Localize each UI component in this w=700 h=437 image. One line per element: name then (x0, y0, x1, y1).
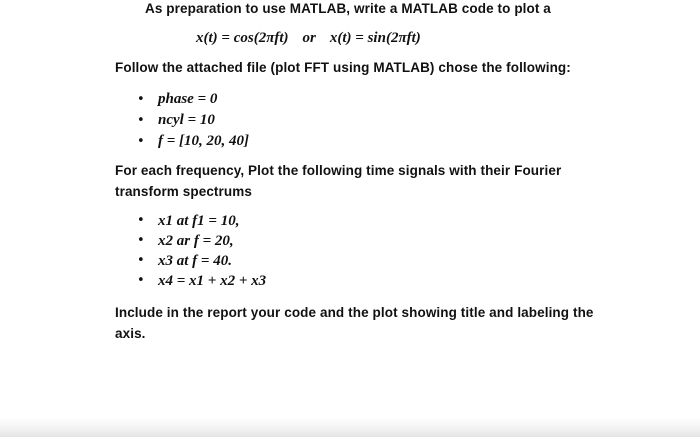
bullet-icon: • (137, 92, 145, 107)
parameter-frequencies: f = [10, 20, 40] (158, 133, 250, 149)
bullet-icon: • (137, 253, 145, 268)
cos-formula: x(t) = cos(2πft) (196, 30, 289, 46)
bottom-edge-shadow (0, 417, 700, 437)
bullet-icon: • (137, 113, 145, 128)
bullet-icon: • (137, 134, 145, 149)
signal-x3: x3 at f = 40. (158, 253, 232, 269)
instruction-text: Follow the attached file (plot FFT using MATLAB) chose the following: (115, 60, 571, 75)
parameter-item (137, 110, 249, 131)
report-paragraph: Include in the report your code and the plot showing title and labeling the axis. (115, 305, 594, 341)
bullet-icon: • (137, 233, 145, 248)
bullet-icon: • (137, 213, 145, 228)
signal-item (137, 251, 266, 271)
signal-x4: x4 = x1 + x2 + x3 (158, 273, 267, 289)
parameter-list (137, 89, 249, 152)
parameter-item (137, 131, 249, 152)
formula-connector: or (302, 30, 316, 46)
signal-item (137, 231, 266, 251)
parameter-ncyl: ncyl = 10 (158, 112, 215, 128)
parameter-phase: phase = 0 (158, 91, 218, 107)
signal-x1: x1 at f1 = 10, (158, 213, 240, 229)
signal-x2: x2 ar f = 20, (158, 233, 234, 249)
parameter-item (137, 89, 249, 110)
formula-line (196, 30, 421, 47)
signal-list (137, 211, 266, 291)
signal-item (137, 271, 266, 291)
frequency-paragraph: For each frequency, Plot the following time signals with their Fourier transform spectrums (115, 163, 562, 199)
bullet-icon: • (137, 273, 145, 288)
sin-formula: x(t) = sin(2πft) (329, 30, 421, 46)
heading-text: As preparation to use MATLAB, write a MATLAB code to plot a (145, 1, 551, 16)
signal-item (137, 211, 266, 231)
